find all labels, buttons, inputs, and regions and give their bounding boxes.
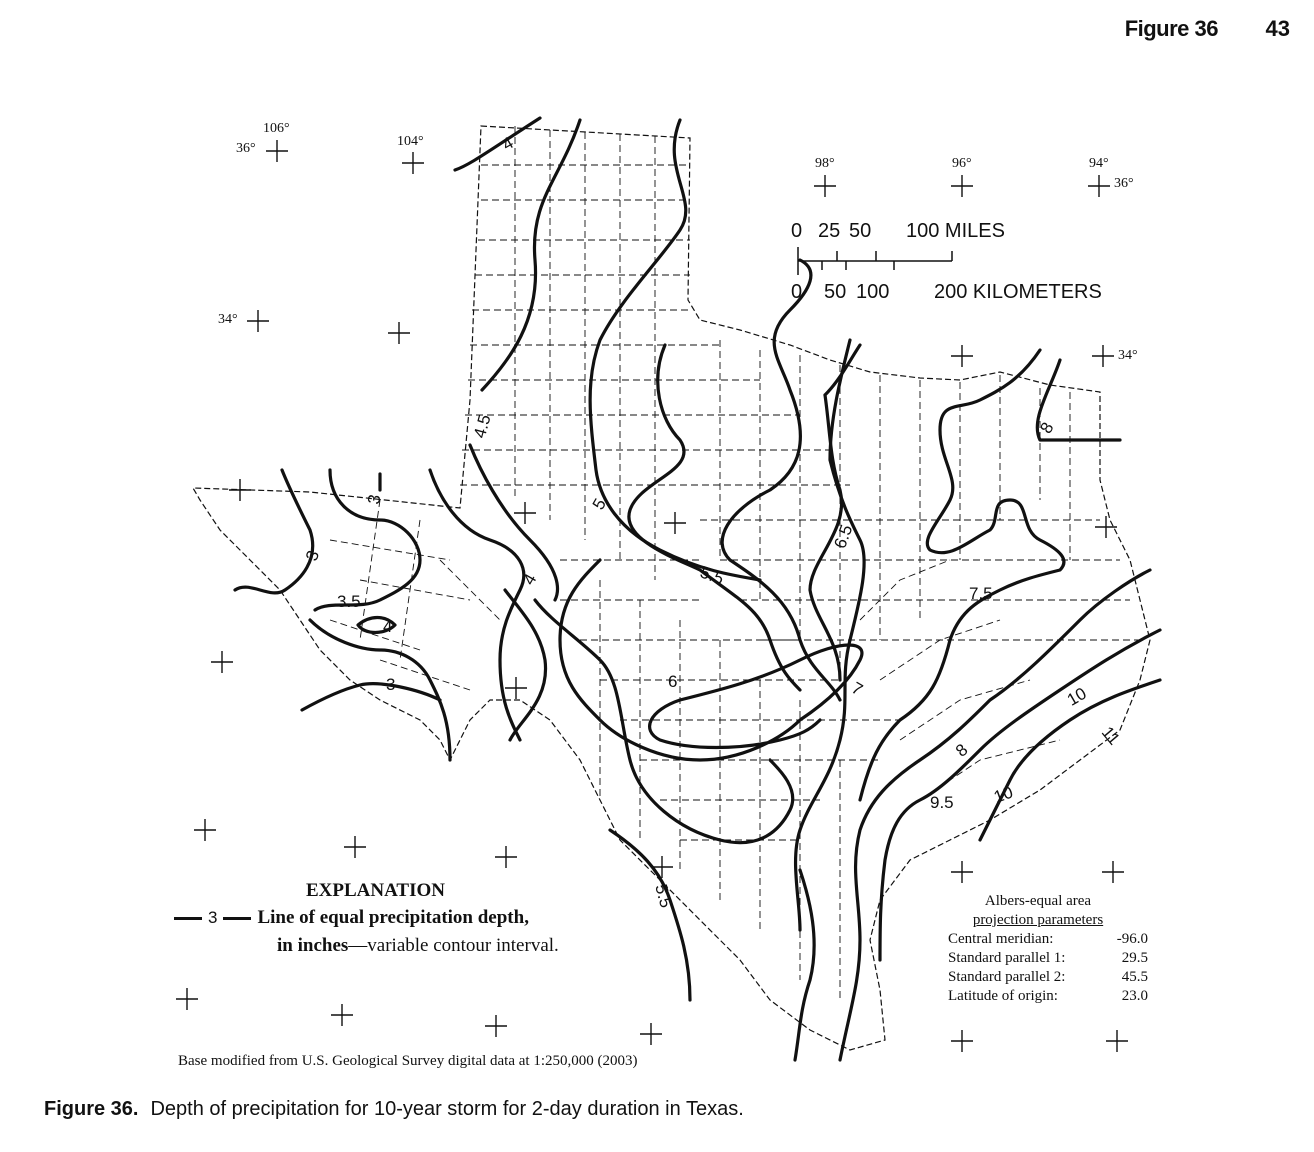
projection-row-label: Standard parallel 1: bbox=[948, 950, 1066, 966]
caption-text: Depth of precipitation for 10-year storm for 2-day duration in Texas. bbox=[150, 1098, 744, 1120]
scale-miles-50: 50 bbox=[849, 220, 872, 242]
contour-label-4-c: 4 bbox=[519, 570, 541, 589]
contour-label-5-5: 5.5 bbox=[697, 562, 727, 589]
legend-interval-text: —variable contour interval. bbox=[348, 935, 559, 956]
projection-row bbox=[948, 987, 1148, 1006]
scale-km-100: 100 bbox=[856, 281, 890, 303]
contour-label-10-b: 10 bbox=[991, 782, 1016, 807]
lon-96-label: 96° bbox=[952, 156, 972, 171]
contour-label-8-a: 8 bbox=[1036, 418, 1058, 437]
projection-row-value: 29.5 bbox=[1121, 950, 1148, 966]
contour-label-6: 6 bbox=[668, 672, 678, 691]
contour-label-4-5: 4.5 bbox=[470, 412, 495, 441]
projection-row-label: Standard parallel 2: bbox=[948, 969, 1066, 985]
lat-34-left-label: 34° bbox=[218, 312, 238, 327]
contour-7-5 bbox=[860, 350, 1064, 800]
contour-5-5 bbox=[629, 345, 800, 690]
contour-5 bbox=[590, 120, 760, 580]
contour-6-loop bbox=[560, 560, 862, 760]
page-number: 43 bbox=[1265, 16, 1290, 41]
lat-34-right-label: 34° bbox=[1118, 348, 1138, 363]
scale-bar bbox=[791, 220, 1102, 303]
contour-label-5: 5 bbox=[588, 495, 610, 514]
lon-104-label: 104° bbox=[397, 134, 424, 149]
explanation-line-2 bbox=[277, 935, 559, 957]
scale-km-200: 200 KILOMETERS bbox=[934, 281, 1102, 303]
contour-4-north bbox=[455, 118, 540, 170]
lon-106-label: 106° bbox=[263, 121, 290, 136]
contour-3-west bbox=[235, 470, 420, 610]
contour-labels bbox=[302, 133, 1124, 910]
caption-label: Figure 36. bbox=[44, 1098, 139, 1120]
projection-row-value: 23.0 bbox=[1121, 988, 1148, 1004]
explanation-line bbox=[174, 907, 529, 929]
figure-caption bbox=[44, 1098, 744, 1121]
lon-98-label: 98° bbox=[815, 156, 835, 171]
legend-dash-left bbox=[174, 917, 202, 920]
projection-row-label: Latitude of origin: bbox=[948, 988, 1058, 1004]
contour-5-5-south bbox=[610, 830, 814, 1060]
contour-label-4-b: 4 bbox=[383, 617, 393, 636]
contour-label-7-5: 7.5 bbox=[969, 584, 993, 603]
legend-sample-value: 3 bbox=[208, 908, 218, 927]
lon-94-label: 94° bbox=[1089, 156, 1109, 171]
scale-miles-100: 100 MILES bbox=[906, 220, 1005, 242]
figure-header-label: Figure 36 bbox=[1124, 16, 1218, 41]
contour-label-8-b: 8 bbox=[951, 740, 972, 761]
legend-units-bold: in inches bbox=[277, 935, 349, 956]
projection-row-value: -96.0 bbox=[1116, 931, 1148, 947]
contour-3-5 bbox=[310, 618, 450, 761]
projection-title: Albers-equal area bbox=[984, 893, 1092, 909]
projection-row bbox=[948, 930, 1148, 949]
contour-label-4-top: 4 bbox=[498, 133, 517, 155]
contour-label-7: 7 bbox=[848, 678, 867, 700]
contour-4-5 bbox=[470, 120, 580, 600]
contour-6-upper bbox=[722, 260, 840, 700]
scale-miles-0: 0 bbox=[791, 220, 803, 242]
lat-36-right-label: 36° bbox=[1114, 176, 1134, 191]
contour-6-west bbox=[505, 590, 793, 843]
legend-dash-right bbox=[223, 917, 251, 920]
lat-36-left-label: 36° bbox=[236, 141, 256, 156]
scale-miles-25: 25 bbox=[818, 220, 841, 242]
contour-3-sw bbox=[302, 684, 440, 710]
contour-label-3-b: 3 bbox=[364, 493, 385, 506]
contour-label-9-5: 9.5 bbox=[930, 793, 954, 812]
contour-label-5-5-south: 5.5 bbox=[651, 882, 676, 910]
contour-label-10-a: 10 bbox=[1063, 683, 1090, 710]
projection-row bbox=[948, 949, 1148, 968]
projection-row bbox=[948, 968, 1148, 987]
explanation-title: EXPLANATION bbox=[306, 880, 445, 901]
projection-row-value: 45.5 bbox=[1121, 969, 1148, 985]
projection-row-label: Central meridian: bbox=[948, 931, 1054, 947]
contour-label-11: 11 bbox=[1097, 722, 1124, 749]
contour-label-6-5: 6.5 bbox=[830, 522, 857, 551]
contour-label-3-a: 3 bbox=[302, 547, 324, 564]
scale-km-50: 50 bbox=[824, 281, 847, 303]
contour-label-3-5: 3.5 bbox=[337, 592, 361, 611]
legend-description-bold: Line of equal precipitation depth, bbox=[257, 907, 529, 928]
base-data-note: Base modified from U.S. Geological Survey digital data at 1:250,000 (2003) bbox=[178, 1053, 638, 1069]
projection-subtitle: projection parameters bbox=[972, 912, 1104, 928]
projection-parameters bbox=[948, 892, 1148, 1006]
scale-km-0: 0 bbox=[791, 281, 803, 303]
contour-label-3-c: 3 bbox=[386, 675, 396, 694]
